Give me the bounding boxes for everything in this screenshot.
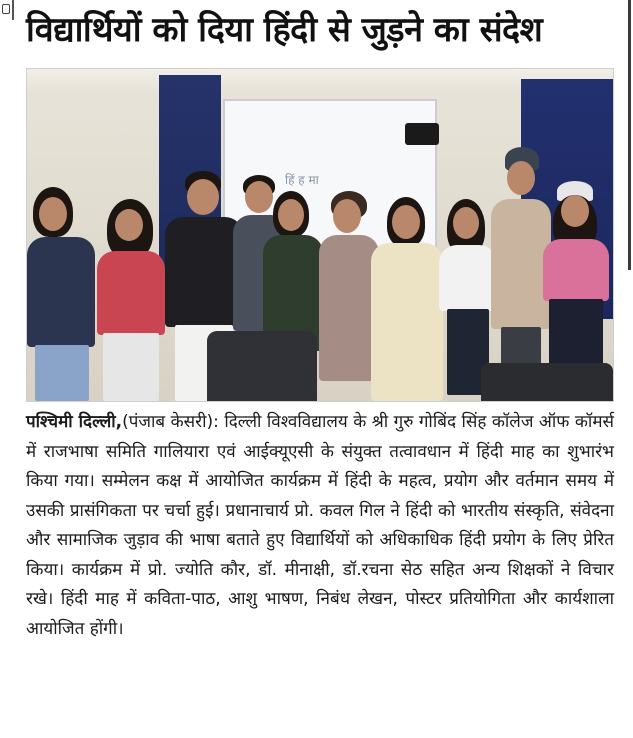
person-7 (371, 197, 443, 401)
clip-edge-mark (0, 0, 14, 20)
column-rule (628, 0, 631, 270)
person-1 (27, 187, 99, 401)
article-body (26, 408, 614, 644)
photo-chair (207, 331, 317, 401)
news-photo (26, 68, 614, 402)
person-5 (261, 191, 325, 351)
person-2 (93, 199, 169, 401)
article-text: दिल्ली विश्वविद्यालय के श्री गुरु गोबिंद सिंह कॉलेज ऑफ कॉमर्स में राजभाषा समिति गालियारा एवं आईक्यूएसी के संयुक्त तत्वावधान में हिंदी माह का शुभारंभ किया गया। सम्मेलन कक्ष में आयोजित कार्यक्रम में हिंदी के महत्व, प्रयोग और वर्तमान समय में उसकी प्रासंगिकता पर चर्चा हुई। प्रधानाचार्य प्रो. कवल गिल ने हिंदी को भारतीय संस्कृति, संवेदना और सामाजिक जुड़ाव की भाषा बताते हुए विद्यार्थियों को अधिकाधिक हिंदी प्रयोग के लिए प्रेरित किया। कार्यक्रम में प्रो. ज्योति कौर, डॉ. मीनाक्षी, डॉ.रचना सेठ सहित अन्य शिक्षकों ने विचार रखे। हिंदी माह में कविता-पाठ, आशु भाषण, निबंध लेखन, पोस्टर प्रतियोगिता और कार्यशाला आयोजित होंगी। (26, 412, 614, 639)
photo-chair (481, 363, 613, 402)
person-10 (539, 181, 613, 391)
person-6 (319, 191, 379, 381)
article-dateline: पश्चिमी दिल्ली, (26, 412, 123, 432)
photo-speaker (405, 123, 439, 145)
headline: विद्यार्थियों को दिया हिंदी से जुड़ने का संदेश (26, 10, 543, 50)
whiteboard-text: हिं ‍ह मा (285, 173, 319, 187)
article-source: (पंजाब केसरी): (122, 412, 225, 432)
